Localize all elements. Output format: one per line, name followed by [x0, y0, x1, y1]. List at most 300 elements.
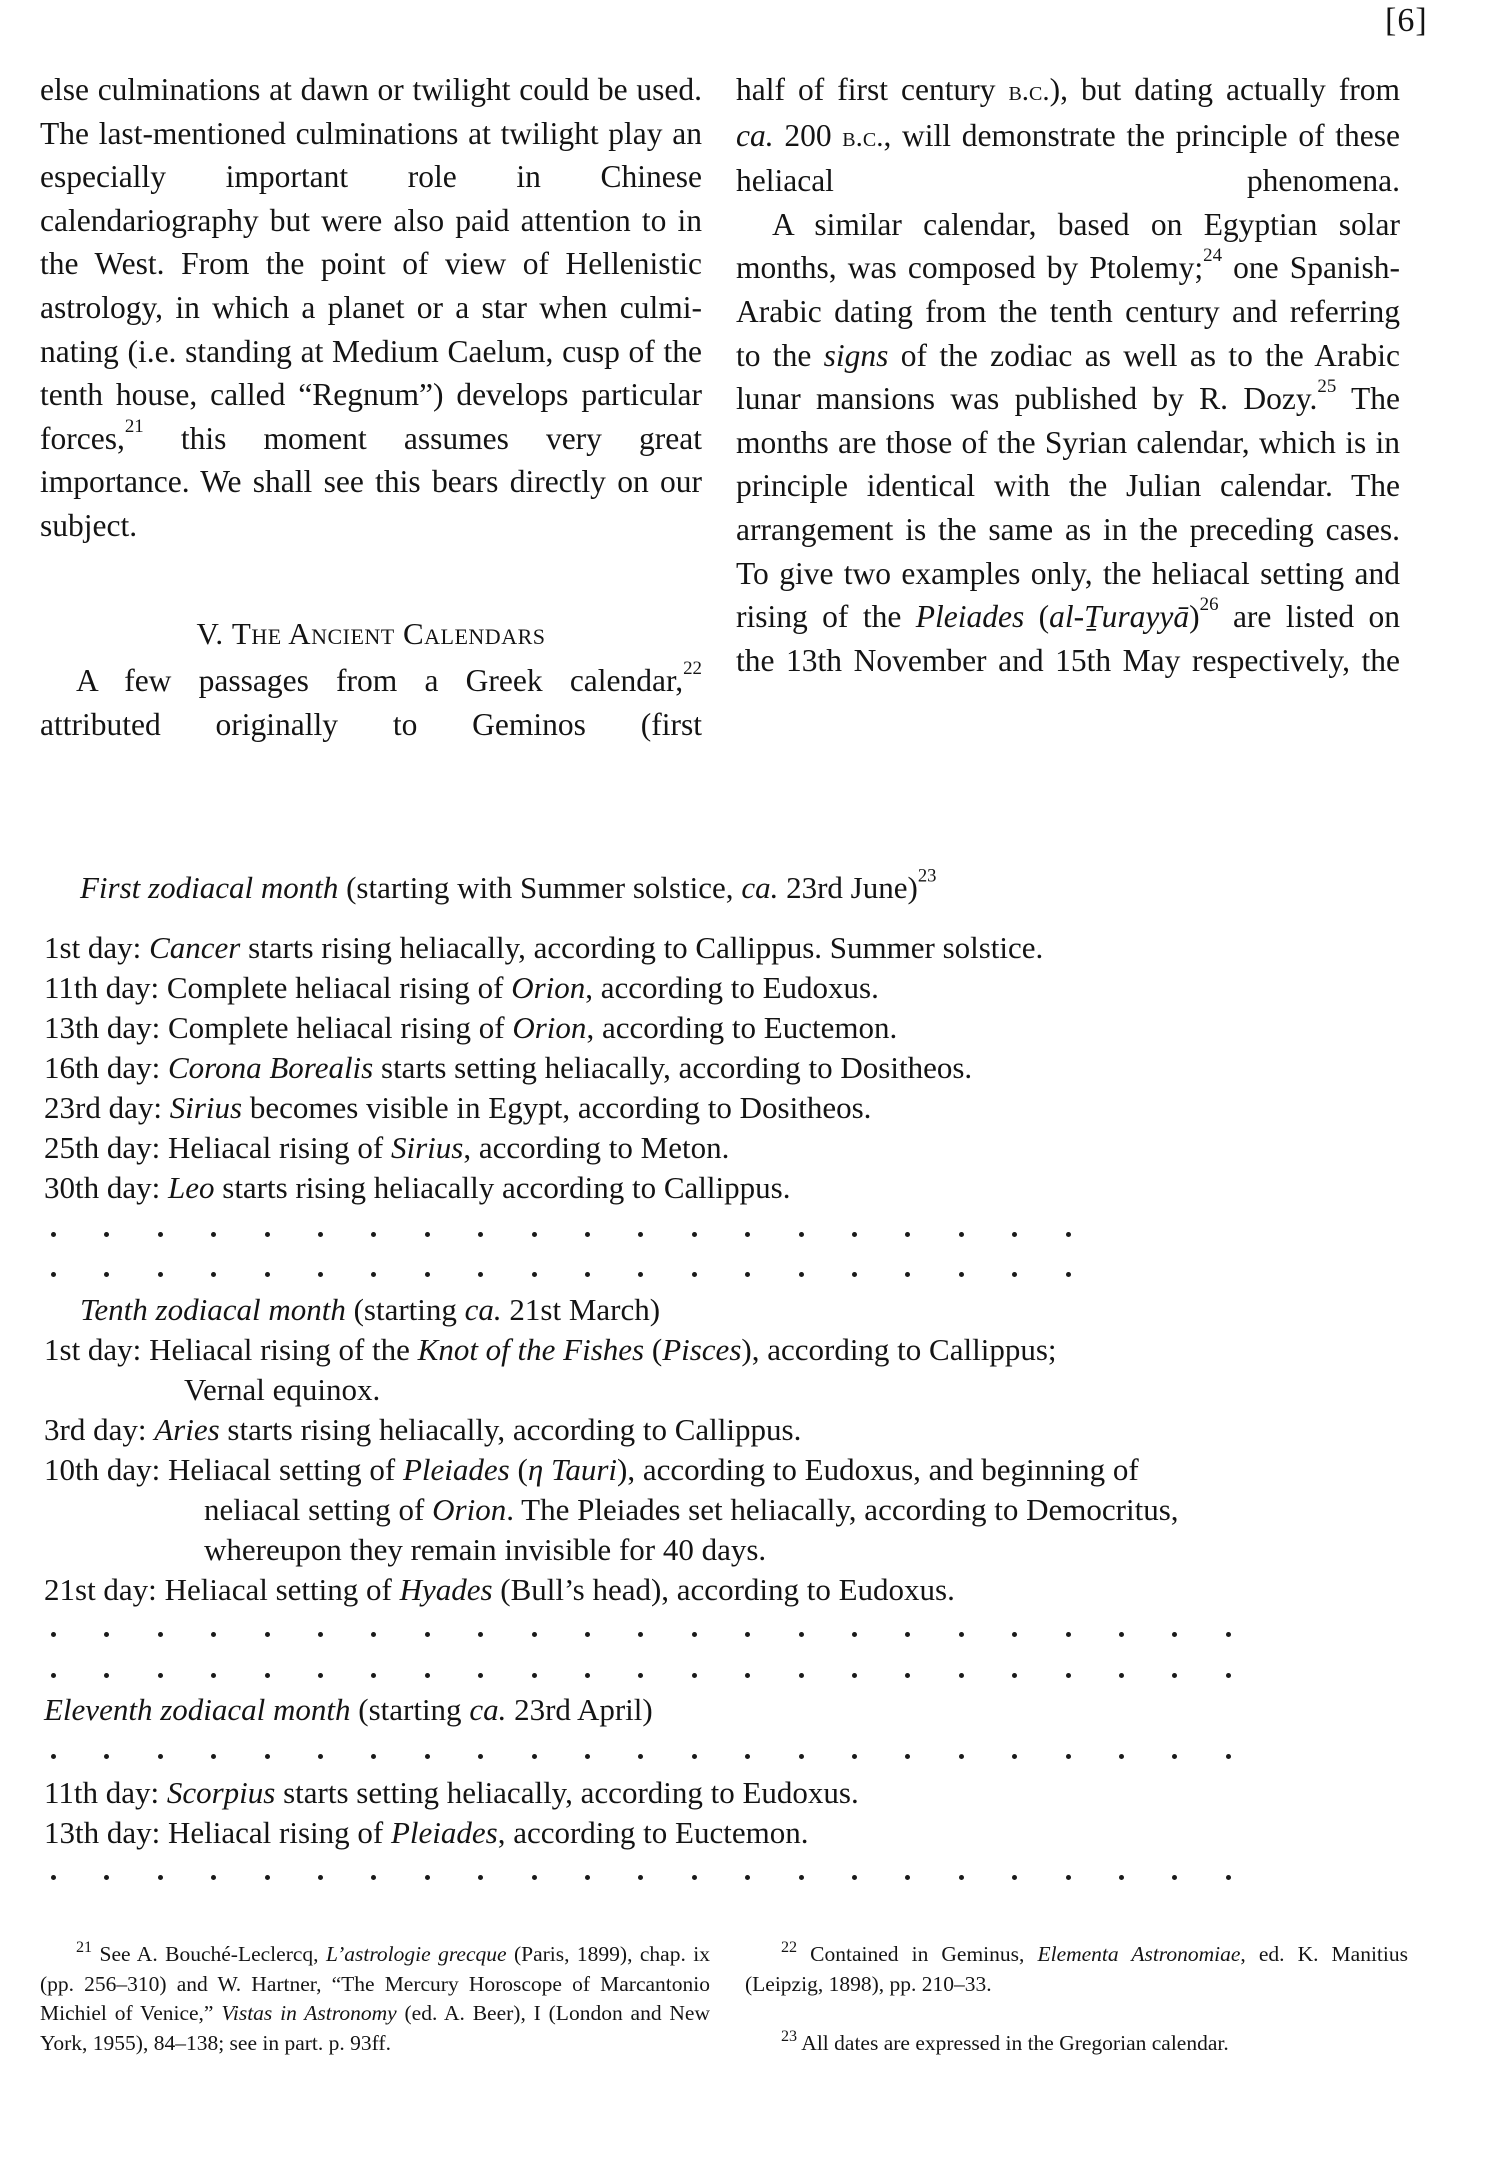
ellipsis-dot: [692, 1754, 697, 1759]
ellipsis-dot: [1119, 1875, 1124, 1880]
ellipsis-dot: [51, 1272, 56, 1277]
italic-run: Knot of the Fishes: [417, 1332, 645, 1367]
footnote-ref-23[interactable]: 23: [917, 865, 937, 887]
ellipsis-dot: [745, 1754, 750, 1759]
calendar-entry: [44, 1008, 897, 1048]
text-line: role in Chinese calendariography but were: [40, 159, 702, 238]
text-run: with the Julian calendar. The arrangement: [736, 468, 1400, 547]
ellipsis-dot: [1012, 1754, 1017, 1759]
ellipsis-dot: [905, 1232, 910, 1237]
text-line: at twilight play an especially important: [40, 115, 703, 195]
calendar-entry: [44, 1410, 801, 1450]
text-run: Complete heliacal rising of: [168, 1010, 513, 1045]
ellipsis-dot: [745, 1272, 750, 1277]
ellipsis-dot: [638, 1272, 643, 1277]
ellipsis-dot: [1226, 1754, 1231, 1759]
text-line: else culminations at dawn or twilight could: [40, 72, 590, 107]
calendar-entry: [44, 928, 1043, 968]
calendar-entry: [44, 1570, 955, 1610]
italic-run: Cancer: [149, 930, 241, 965]
text-run: solar months, was composed by Ptolemy;: [736, 206, 1400, 286]
text-run: . The Pleiades set heliacally, according to Democritus,: [506, 1492, 1179, 1527]
ellipsis-dot: [799, 1272, 804, 1277]
paragraph-geminos-continued: [736, 68, 1400, 203]
day-label: 13th day:: [44, 1815, 168, 1850]
calendar-entry: [44, 1813, 808, 1853]
calendar-entry: [44, 1168, 790, 1208]
ellipsis-dot: [1066, 1875, 1071, 1880]
ellipsis-dot: [265, 1875, 270, 1880]
ellipsis-dot: [532, 1754, 537, 1759]
ellipsis-dot: [532, 1632, 537, 1637]
footnote-22: [745, 1940, 1408, 1999]
text-run: setting and rising of the: [736, 555, 1401, 635]
day-label: 11th day:: [44, 970, 167, 1005]
ellipsis-dot: [425, 1754, 430, 1759]
ellipsis-dot: [959, 1632, 964, 1637]
text-run: are listed on the 13th: [736, 599, 1400, 678]
text-run: (Bull’s head), according to Eudoxus.: [492, 1572, 955, 1607]
text-run: See A. Bouché-Leclercq,: [92, 1942, 326, 1966]
paragraph-similar-calendar: [736, 203, 1400, 683]
ellipsis-dot: [852, 1232, 857, 1237]
ellipsis-dot: [585, 1232, 590, 1237]
italic-run: Pleiades: [390, 1815, 498, 1850]
era-abbrev: b.c.: [842, 120, 884, 153]
ellipsis-dot: [1172, 1875, 1177, 1880]
text-run: (starting: [345, 1292, 465, 1327]
ellipsis-dot: [104, 1673, 109, 1678]
ellipsis-row: [0, 1875, 1490, 1881]
ellipsis-dot: [959, 1673, 964, 1678]
ellipsis-dot: [371, 1232, 376, 1237]
left-column: [40, 68, 702, 746]
ellipsis-dot: [158, 1754, 163, 1759]
ellipsis-dot: [959, 1875, 964, 1880]
section-heading: [40, 612, 702, 656]
ellipsis-dot: [158, 1673, 163, 1678]
text-line: cusp of the tenth house, called “Regnum”): [40, 333, 702, 413]
italic-run: al-: [1049, 599, 1085, 635]
day-label: 13th day:: [44, 1010, 168, 1045]
ellipsis-dot: [638, 1632, 643, 1637]
ellipsis-dot: [265, 1632, 270, 1637]
text-run: (starting: [350, 1692, 470, 1727]
ellipsis-dot: [1066, 1673, 1071, 1678]
ellipsis-dot: [852, 1632, 857, 1637]
italic-run: L’astrologie grecque: [325, 1942, 507, 1966]
day-label: 10th day:: [44, 1452, 168, 1487]
ellipsis-dot: [745, 1232, 750, 1237]
text-run: Heliacal setting of: [164, 1572, 400, 1607]
ellipsis-dot: [211, 1272, 216, 1277]
text-run: 23rd June): [778, 870, 918, 905]
ellipsis-dot: [104, 1875, 109, 1880]
calendar-entry: [44, 1773, 859, 1813]
ellipsis-dot: [692, 1632, 697, 1637]
ellipsis-dot: [425, 1875, 430, 1880]
text-run: (: [644, 1332, 663, 1367]
footnote-ref-22[interactable]: 22: [683, 658, 702, 680]
text-run: 200: [773, 117, 843, 153]
footnote-21: [40, 1940, 710, 2058]
ellipsis-dot: [638, 1673, 643, 1678]
italic-run: Orion: [512, 1010, 587, 1045]
text-run: ), according to Callippus;: [741, 1332, 1057, 1367]
ellipsis-dot: [852, 1754, 857, 1759]
right-column: [736, 68, 1400, 682]
italic-run: ca.: [464, 1292, 502, 1327]
ellipsis-dot: [1119, 1673, 1124, 1678]
ellipsis-dot: [532, 1272, 537, 1277]
ellipsis-dot: [104, 1272, 109, 1277]
text-line: the point of view of Hellenistic astrology,: [40, 246, 703, 325]
ellipsis-dot: [745, 1632, 750, 1637]
ellipsis-dot: [318, 1632, 323, 1637]
text-run: ), but dating: [1049, 72, 1214, 107]
ellipsis-dot: [104, 1632, 109, 1637]
calendar-entry: [44, 1048, 972, 1088]
ellipsis-dot: [51, 1754, 56, 1759]
text-line: develops particular forces,: [40, 377, 702, 456]
italic-run: Pisces: [662, 1332, 742, 1367]
ellipsis-dot: [478, 1754, 483, 1759]
text-run: century and referring to the: [736, 293, 1401, 373]
italic-run: η Tauri: [527, 1452, 618, 1487]
footnote-ref-26[interactable]: 26: [1199, 594, 1219, 616]
text-run: starts setting heliacally, according to Dositheos.: [373, 1050, 973, 1085]
ellipsis-dot: [211, 1232, 216, 1237]
ellipsis-dot: [425, 1632, 430, 1637]
ellipsis-dot: [51, 1632, 56, 1637]
ellipsis-dot: [959, 1232, 964, 1237]
ellipsis-dot: [532, 1875, 537, 1880]
ellipsis-dot: [799, 1632, 804, 1637]
text-line: see this bears directly on our subject.: [40, 464, 703, 543]
ellipsis-dot: [51, 1875, 56, 1880]
text-run: mansions was published by R. Dozy.: [816, 381, 1318, 417]
ellipsis-dot: [318, 1875, 323, 1880]
ellipsis-dot: [799, 1875, 804, 1880]
ellipsis-dot: [585, 1632, 590, 1637]
ellipsis-row: [0, 1632, 1490, 1638]
text-run: , according to Meton.: [463, 1130, 730, 1165]
text-run: The months are those of the Syrian: [736, 381, 1401, 460]
text-run: (: [1024, 599, 1050, 635]
text-run: , will demonstrate: [883, 117, 1116, 153]
text-line: this moment: [143, 420, 367, 456]
ellipsis-dot: [318, 1232, 323, 1237]
ellipsis-dot: [318, 1673, 323, 1678]
text-run: (starting with Summer solstice,: [338, 870, 742, 905]
entry-continuation: [204, 1490, 1179, 1530]
ellipsis-dot: [1226, 1632, 1231, 1637]
ellipsis-dot: [1012, 1632, 1017, 1637]
ellipsis-row: [0, 1754, 1490, 1760]
text-run: neliacal setting of: [204, 1492, 433, 1527]
month-title: Eleventh zodiacal month: [44, 1692, 351, 1727]
text-run: Heliacal rising of: [168, 1130, 391, 1165]
footnotes-right: [745, 1940, 1408, 2073]
italic-run: ca.: [736, 117, 774, 153]
italic-run: Pleiades: [403, 1452, 510, 1487]
day-label: 25th day:: [44, 1130, 168, 1165]
text-line: be used. The last-mentioned culminations: [40, 72, 702, 151]
text-run: (: [509, 1452, 528, 1487]
ellipsis-row: [0, 1673, 1490, 1679]
italic-run: Vistas in Astronomy: [221, 2001, 397, 2025]
italic-run: Leo: [168, 1170, 215, 1205]
ellipsis-dot: [371, 1875, 376, 1880]
ellipsis-dot: [478, 1673, 483, 1678]
ellipsis-dot: [585, 1875, 590, 1880]
text-run: zodiac as well as to the Arabic lunar: [736, 337, 1401, 417]
ellipsis-dot: [959, 1272, 964, 1277]
ellipsis-dot: [959, 1754, 964, 1759]
text-run: starts rising heliacally, according to Callippus.: [219, 1412, 802, 1447]
ellipsis-dot: [532, 1673, 537, 1678]
entry-line: [44, 1330, 1057, 1370]
text-run: half of first century: [736, 72, 1009, 107]
ellipsis-dot: [1172, 1754, 1177, 1759]
ellipsis-dot: [905, 1673, 910, 1678]
ellipsis-dot: [1012, 1673, 1017, 1678]
italic-run: Elementa Astronomiae: [1037, 1942, 1241, 1966]
ellipsis-dot: [1119, 1632, 1124, 1637]
ellipsis-dot: [371, 1673, 376, 1678]
footnote-ref-21[interactable]: 21: [124, 415, 144, 437]
ellipsis-dot: [905, 1272, 910, 1277]
ellipsis-dot: [1066, 1272, 1071, 1277]
ellipsis-dot: [745, 1673, 750, 1678]
ellipsis-dot: [905, 1754, 910, 1759]
ellipsis-dot: [638, 1754, 643, 1759]
ellipsis-dot: [585, 1673, 590, 1678]
ellipsis-dot: [638, 1232, 643, 1237]
text-line: assumes very great importance. We shall: [40, 420, 703, 500]
text-line: A few passages from a Greek calendar,: [76, 663, 684, 699]
ellipsis-dot: [211, 1754, 216, 1759]
text-run: Heliacal setting of: [168, 1452, 403, 1487]
ellipsis-dot: [425, 1673, 430, 1678]
ellipsis-dot: [1012, 1875, 1017, 1880]
text-run: Contained in Geminus,: [797, 1942, 1038, 1966]
text-run: Heliacal rising of: [168, 1815, 391, 1850]
ellipsis-dot: [211, 1875, 216, 1880]
ellipsis-dot: [1066, 1754, 1071, 1759]
text-run: All dates are expressed in the Gregorian calendar.: [797, 2031, 1229, 2055]
month-title: Tenth zodiacal month: [80, 1292, 346, 1327]
text-run: ): [1189, 599, 1200, 635]
text-run: 21st March): [501, 1292, 661, 1327]
ellipsis-dot: [211, 1673, 216, 1678]
ellipsis-dot: [104, 1232, 109, 1237]
ellipsis-dot: [1012, 1232, 1017, 1237]
ellipsis-dot: [852, 1272, 857, 1277]
calendar-entry: [44, 1128, 729, 1168]
day-label: 30th day:: [44, 1170, 168, 1205]
ellipsis-dot: [265, 1272, 270, 1277]
ellipsis-dot: [745, 1875, 750, 1880]
ellipsis-dot: [799, 1673, 804, 1678]
italic-run: Orion: [432, 1492, 507, 1527]
ellipsis-dot: [852, 1875, 857, 1880]
italic-run: Pleiades: [915, 599, 1025, 635]
footnote-23: [745, 2029, 1408, 2059]
text-run: becomes visible in Egypt, according to Dositheos.: [242, 1090, 872, 1125]
text-run: , according to Euctemon.: [497, 1815, 809, 1850]
text-run: A similar calendar, based on Egyptian: [772, 206, 1318, 242]
text-run: , according to Euctemon.: [586, 1010, 898, 1045]
eleventh-month-heading: [44, 1690, 653, 1730]
ellipsis-dot: [158, 1875, 163, 1880]
ellipsis-dot: [211, 1632, 216, 1637]
day-label: 11th day:: [44, 1775, 167, 1810]
italic-run: Hyades: [399, 1572, 493, 1607]
day-label: 3rd day:: [44, 1412, 155, 1447]
text-run: (Paris, 1899), chap. ix (pp. 256–310) and W. Hartner, “The Mercury Horoscope of Marcantonio Michiel of Venice,”: [40, 1942, 710, 2025]
day-label: 1st day:: [44, 1332, 150, 1367]
ellipsis-dot: [1172, 1632, 1177, 1637]
text-run: Complete heliacal rising of: [166, 970, 512, 1005]
footnote-number: 22: [781, 1939, 798, 1957]
ellipsis-dot: [1066, 1232, 1071, 1237]
ellipsis-dot: [585, 1754, 590, 1759]
page-number: [6]: [1385, 2, 1428, 39]
entry-continuation: Vernal equinox.: [184, 1372, 381, 1407]
ellipsis-row: [0, 1232, 1490, 1238]
italic-run: ca.: [741, 870, 779, 905]
ellipsis-dot: [51, 1673, 56, 1678]
text-run: 23rd April): [506, 1692, 653, 1727]
text-run: Heliacal rising of the: [149, 1332, 418, 1367]
day-label: 23rd day:: [44, 1090, 170, 1125]
ellipsis-row: [0, 1272, 1490, 1278]
text-run: calendar, which is in principle identical: [736, 424, 1401, 504]
ellipsis-dot: [371, 1632, 376, 1637]
calendar-entry: [44, 1330, 1444, 1370]
ellipsis-dot: [371, 1754, 376, 1759]
text-line: also paid attention to in the West. From: [40, 202, 703, 282]
italic-run: ca.: [469, 1692, 507, 1727]
day-label: 1st day:: [44, 930, 150, 965]
ellipsis-dot: [265, 1232, 270, 1237]
ellipsis-dot: [51, 1232, 56, 1237]
calendar-entry: [44, 968, 879, 1008]
day-label: 21st day:: [44, 1572, 165, 1607]
first-month-heading: [80, 865, 937, 908]
text-run: November and 15th May respectively, the: [853, 642, 1400, 678]
month-title: First zodiacal month: [80, 870, 339, 905]
text-run: starts rising heliacally, according to Callippus. Summer solstice.: [240, 930, 1044, 965]
ellipsis-dot: [104, 1754, 109, 1759]
text-run: one Spanish-Arabic dating from the tenth: [736, 250, 1401, 329]
ellipsis-dot: [158, 1632, 163, 1637]
text-run: starts rising heliacally according to Callippus.: [214, 1170, 791, 1205]
italic-run: Orion: [511, 970, 586, 1005]
text-line: in which a planet or a star when culmi-: [175, 289, 702, 325]
section-title: The Ancient Calendars: [231, 615, 546, 651]
ellipsis-dot: [265, 1754, 270, 1759]
ellipsis-dot: [905, 1875, 910, 1880]
text-run: give two examples only, the heliacal: [779, 555, 1250, 591]
ellipsis-dot: [799, 1232, 804, 1237]
ellipsis-dot: [478, 1272, 483, 1277]
entry-continuation: whereupon they remain invisible for 40 days.: [204, 1532, 767, 1567]
footnotes-left: [40, 1940, 710, 2072]
text-run: is the same as in the preceding cases. To: [736, 511, 1400, 591]
ellipsis-dot: [852, 1673, 857, 1678]
ellipsis-dot: [1226, 1673, 1231, 1678]
ellipsis-dot: [478, 1875, 483, 1880]
italic-run: Scorpius: [166, 1775, 276, 1810]
ellipsis-dot: [371, 1272, 376, 1277]
section-numeral: V.: [196, 615, 232, 651]
italic-run: Aries: [154, 1412, 220, 1447]
ellipsis-dot: [692, 1875, 697, 1880]
ellipsis-dot: [318, 1754, 323, 1759]
footnote-ref-25[interactable]: 25: [1317, 376, 1337, 398]
italic-run: Corona Borealis: [168, 1050, 374, 1085]
ellipsis-dot: [1012, 1272, 1017, 1277]
ellipsis-dot: [905, 1632, 910, 1637]
ellipsis-dot: [478, 1632, 483, 1637]
ellipsis-dot: [1119, 1754, 1124, 1759]
ellipsis-dot: [158, 1232, 163, 1237]
text-run: starts setting heliacally, according to Eudoxus.: [275, 1775, 859, 1810]
ellipsis-dot: [692, 1272, 697, 1277]
ellipsis-dot: [1226, 1875, 1231, 1880]
text-run: actually from: [1226, 72, 1400, 107]
ellipsis-dot: [265, 1673, 270, 1678]
calendar-entry: [44, 1088, 871, 1128]
ellipsis-dot: [1172, 1673, 1177, 1678]
ellipsis-dot: [692, 1673, 697, 1678]
text-run: the principle of these heliacal phenomena.: [736, 117, 1401, 199]
paragraph-culminations: [40, 68, 702, 548]
tenth-month-heading: [80, 1290, 660, 1330]
ellipsis-dot: [318, 1272, 323, 1277]
ellipsis-dot: [1066, 1632, 1071, 1637]
calendar-entry: [44, 1450, 1139, 1490]
italic-run: Sirius: [169, 1090, 243, 1125]
ellipsis-dot: [425, 1272, 430, 1277]
italic-run: Sirius: [390, 1130, 464, 1165]
ellipsis-dot: [638, 1875, 643, 1880]
text-run: (ed. A. Beer), I (London and New York, 1955), 84–138; see in part. p. 93ff.: [40, 2001, 710, 2055]
ellipsis-dot: [158, 1272, 163, 1277]
italic-run: Ṯurayyā: [1084, 599, 1190, 635]
footnote-number: 23: [781, 2028, 798, 2046]
ellipsis-dot: [478, 1232, 483, 1237]
italic-run: signs: [823, 337, 889, 373]
ellipsis-dot: [532, 1232, 537, 1237]
text-run: ), according to Eudoxus, and beginning of: [617, 1452, 1139, 1487]
era-abbrev: b.c.: [1008, 75, 1050, 107]
text-run: of the: [888, 337, 978, 373]
ellipsis-dot: [425, 1232, 430, 1237]
text-line: attributed originally to Geminos (first: [40, 706, 702, 742]
text-run: , according to Eudoxus.: [585, 970, 879, 1005]
text-line: nating (i.e. standing at Medium Caelum,: [40, 333, 554, 369]
ellipsis-dot: [799, 1754, 804, 1759]
footnote-ref-24[interactable]: 24: [1203, 245, 1223, 267]
paragraph-greek-calendar: [40, 659, 702, 746]
ellipsis-dot: [585, 1272, 590, 1277]
day-label: 16th day:: [44, 1050, 168, 1085]
footnote-number: 21: [76, 1939, 93, 1957]
ellipsis-dot: [692, 1232, 697, 1237]
